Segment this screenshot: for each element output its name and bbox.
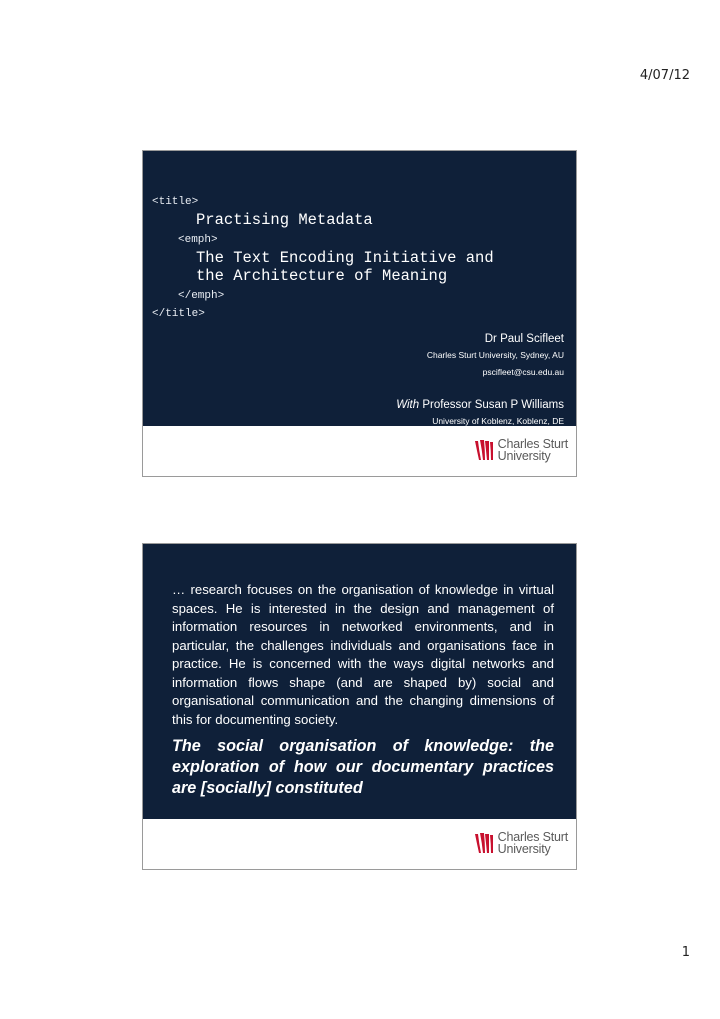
close-emph-tag: </emph> <box>178 290 225 302</box>
coauthor-affiliation: University of Koblenz, Koblenz, DE <box>432 416 564 426</box>
coauthor-name: Professor Susan P Williams <box>419 399 564 411</box>
open-title-tag: <title> <box>152 196 199 208</box>
author-affiliation: Charles Sturt University, Sydney, AU <box>426 350 564 360</box>
logo-line-2: University <box>497 842 551 856</box>
page-number: 1 <box>681 945 690 960</box>
page-date: 4/07/12 <box>639 68 690 83</box>
slide-research-panel <box>143 544 576 819</box>
author-email: pscifleet@csu.edu.au <box>482 367 564 377</box>
open-emph-tag: <emph> <box>178 234 218 246</box>
subtitle-line-2: the Architecture of Meaning <box>196 267 448 285</box>
coauthor-line <box>396 399 564 411</box>
coauthor-prefix: With <box>396 399 420 411</box>
close-title-tag: </title> <box>152 308 205 320</box>
logo-line-1: Charles Sturt <box>497 830 568 844</box>
csu-logo-wordmark <box>498 438 568 462</box>
csu-logo <box>474 438 568 462</box>
slide-research <box>142 543 577 870</box>
author-name: Dr Paul Scifleet <box>484 333 564 345</box>
logo-line-1: Charles Sturt <box>497 437 568 451</box>
csu-logo-icon <box>474 439 494 461</box>
csu-logo-wordmark <box>498 831 568 855</box>
logo-line-2: University <box>497 449 551 463</box>
research-description: … research focuses on the organisation of knowledge in virtual spaces. He is interested in the design and management of information resources in networked environments, and in particular, the challenges individuals and organisations face in practice. He is concerned with the ways digital networks and information flows shape (and are shaped by) social and organisational communication and the changing dimensions of this for documenting society. <box>172 582 554 727</box>
subtitle-line-1: The Text Encoding Initiative and <box>196 249 494 267</box>
research-emphasis: The social organisation of knowledge: the exploration of how our documentary practices are [socially] constituted <box>172 737 554 797</box>
csu-logo <box>474 831 568 855</box>
csu-logo-icon <box>474 832 494 854</box>
slide-title-panel <box>143 151 576 426</box>
presentation-title: Practising Metadata <box>196 211 373 229</box>
slide-title <box>142 150 577 477</box>
